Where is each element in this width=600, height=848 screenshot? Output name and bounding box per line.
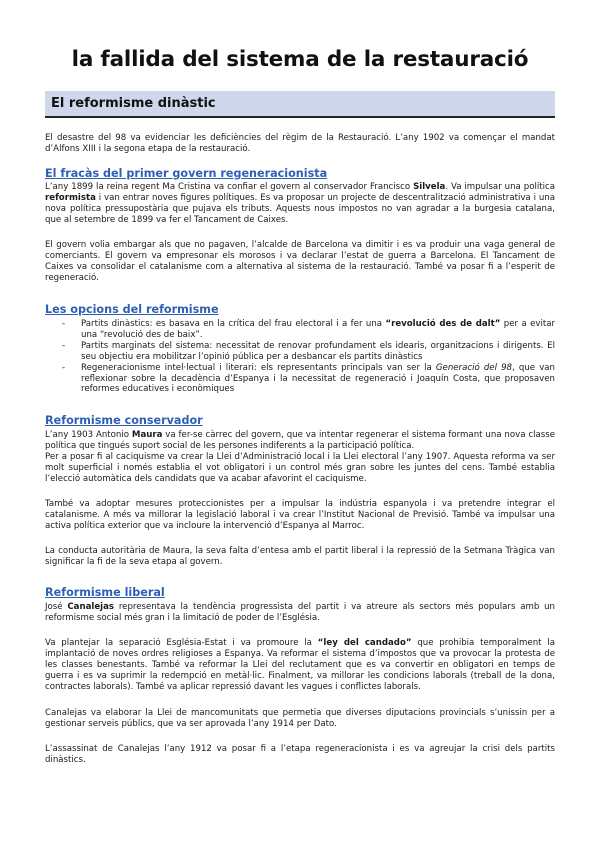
conservador-paragraph-4: La conducta autoritària de Maura, la seva falta d’entesa amb el partit liberal i la repressió de la Setmana Tràgica van significar la fi de la seva etapa al govern. [45,546,555,567]
conservador-paragraph-3: També va adoptar mesures proteccionistes per a impulsar la indústria espanyola i va pretendre integrar el catalanisme. A més va millorar la legislació laboral i va crear l’Institut Nacional de Previsió. També va impulsar una activa política exterior que va incloure la intervenció d’Espanya al Marroc. [45,499,555,531]
section-heading-opcions: Les opcions del reformisme [45,303,219,316]
list-item: - Partits marginats del sistema: necessitat de renovar profundament els idearis, organitzacions i dirigents. El seu objectiu era mobilitzar l’opinió pública per a desbancar els partits dinàstics [45,341,555,363]
fracas-paragraph-1: L’any 1899 la reina regent Ma Cristina va confiar el govern al conservador Francisco Silvela. Va impulsar una política reformista i van entrar noves figures polítiques. Es va proposar un projecte de descentralització administrativa i una nova política pressupostària que pujava els tributs. Aquests nous impostos no van agradar a la burgesia catalana, que al setembre de 1899 va fer el Tancament de Caixes. [45,182,555,225]
opcions-list [45,319,555,395]
page-title: la fallida del sistema de la restauració [71,47,529,72]
liberal-paragraph-2: Va plantejar la separació Església-Estat i va promoure la “ley del candado” que prohibia temporalment la implantació de noves ordres religioses a Espanya. Va reformar el sistema d’impostos que va provocar la protesta de les classes benestants. També va reformar la Llei del reclutament que es va convertir en obligatori en temps de guerra i es va suprimir la redempció en metàl·lic. Finalment, va millorar les condicions laborals (treball de la dona, contractes laborals). També va aplicar repressió davant les vagues i conflictes laborals. [45,638,555,692]
list-item: - Regeneracionisme intel·lectual i literari: els representants principals van ser la Generació del 98, que van reflexionar sobre la decadència d’Espanya i la necessitat de regeneració i Joaquín Costa, que proposaven reformes educatives i econòmiques [45,363,555,396]
chapter-banner [45,91,555,118]
conservador-paragraph-2: Per a posar fi al caciquisme va crear la Llei d’Administració local i la Llei electoral l’any 1907. Aquesta reforma va ser molt superficial i només establia el vot obligatori i un control més gran sobre les juntes del cens. També establia l’elecció automàtica dels candidats que va acabar afavorint el caciquisme. [45,452,555,484]
fracas-paragraph-2: El govern volia embargar als que no pagaven, l’alcalde de Barcelona va dimitir i es va produir una vaga general de comerciants. El govern va empresonar els morosos i va declarar l’estat de guerra a Barcelona. El Tancament de Caixes va consolidar el catalanisme com a alternativa al sistema de la restauració. També va posar fi a l’esperit de regeneració. [45,240,555,283]
section-heading-conservador: Reformisme conservador [45,414,203,427]
section-heading-liberal: Reformisme liberal [45,586,165,599]
conservador-paragraph-1: L’any 1903 Antonio Maura va fer-se càrrec del govern, que va intentar regenerar el sistema formant una nova classe política que tingués suport social de les persones indiferents a la participació política. [45,430,555,451]
section-heading-fracas: El fracàs del primer govern regeneracionista [45,167,328,180]
liberal-paragraph-4: L’assassinat de Canalejas l’any 1912 va posar fi a l’etapa regeneracionista i es va agreujar la crisi dels partits dinàstics. [45,744,555,765]
liberal-paragraph-3: Canalejas va elaborar la Llei de mancomunitats que permetia que diverses diputacions provincials s’unissin per a gestionar serveis públics, que va ser aprovada l’any 1914 per Dato. [45,708,555,729]
list-item: - Partits dinàstics: es basava en la crítica del frau electoral i a fer una “revolució des de dalt” per a evitar una “revolució des de baix”. [45,319,555,341]
liberal-paragraph-1: José Canalejas representava la tendència progressista del partit i va atreure als sectors més populars amb un reformisme social més gran i la limitació de poder de l’Església. [45,602,555,623]
chapter-title: El reformisme dinàstic [51,96,216,111]
intro-paragraph: El desastre del 98 va evidenciar les deficiències del règim de la Restauració. L’any 1902 va començar el mandat d’Alfons XIII i la segona etapa de la restauració. [45,133,555,154]
